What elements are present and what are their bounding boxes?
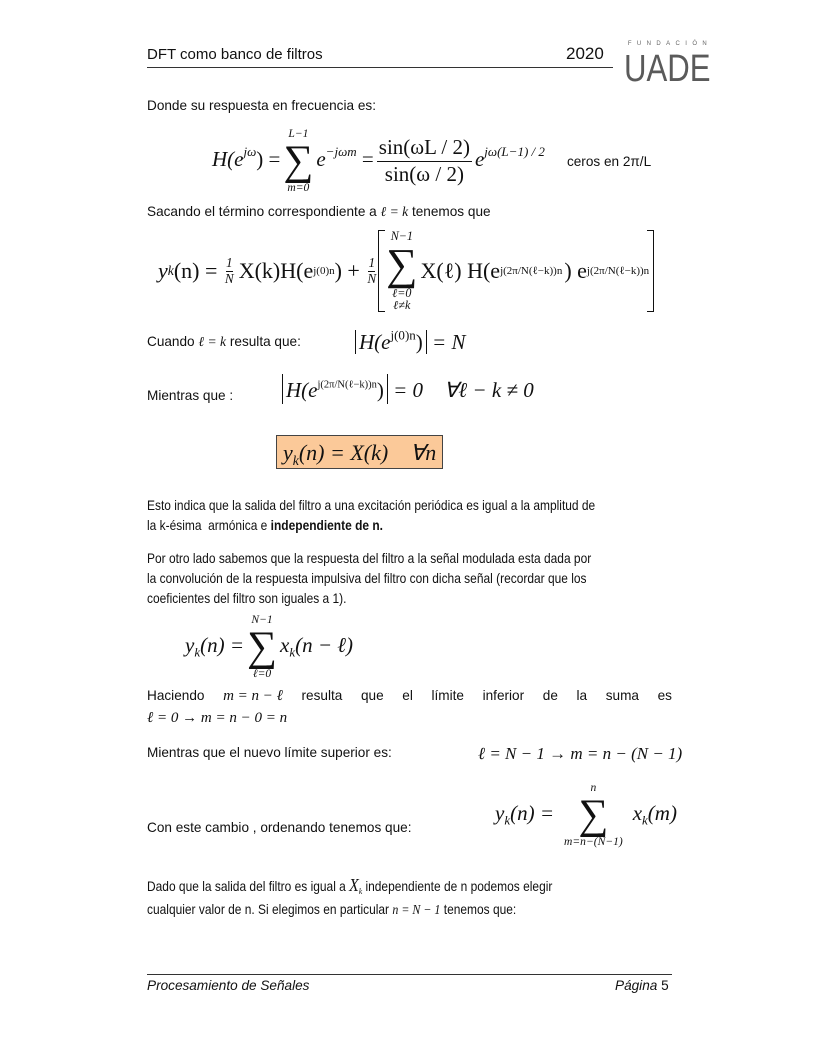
dado-line1: Dado que la salida del filtro es igual a $X_k$ independiente de n podemos elegir	[147, 875, 553, 896]
yk-expansion-formula: y k (n) = $\frac{1}{N}$ X(k)H(e j(0)n ) + $\frac{1}{N}$ N−1 ∑ ℓ=0 ℓ≠k X(ℓ) H(e j(2π/N(ℓ−k))n ) e j(2π/N(ℓ−k))n	[158, 230, 654, 312]
convolution-formula: $y_k(n)$ = N−1 ∑ ℓ=0 $x_k(n$ − ℓ)	[185, 614, 353, 681]
frequency-response-row	[212, 128, 651, 194]
header-rule	[147, 67, 613, 68]
header-year: 2020	[566, 44, 604, 63]
paragraph-periodic-line2: la k-ésima armónica e independiente de n.	[147, 518, 383, 533]
boxed-result-formula: $y_k(n) = X(k)$ ∀n	[276, 435, 443, 469]
sacando-text: Sacando el término correspondiente a ℓ = k tenemos que	[147, 204, 491, 219]
intro-text: Donde su respuesta en frecuencia es:	[147, 98, 376, 113]
header-title: DFT como banco de filtros	[147, 46, 323, 63]
footer-page: Página 5	[615, 978, 669, 993]
frequency-response-formula: $H(e^{j\omega})$ = L−1 ∑ m=0 $e^{-j\omega m}$ = $\frac{\sin(\omega L / 2)}{\sin(\omega / 2)}$ $e^{j\omega(L-1) / 2}$	[212, 128, 545, 195]
uade-logo: FUNDACIÓN UADE	[624, 41, 713, 90]
haciendo-math: ℓ = 0 → m = n − 0 = n	[147, 710, 288, 726]
footer-rule	[147, 974, 672, 975]
mientras-formula: $H(e^{j(2\pi/N(\ell-k))n}) = 0$ ∀ℓ − k ≠ 0	[282, 378, 534, 403]
paragraph-convolution-line1: Por otro lado sabemos que la respuesta del filtro a la señal modulada esta dada por	[147, 551, 592, 566]
bracket-group: N−1 ∑ ℓ=0 ℓ≠k X(ℓ) H(e j(2π/N(ℓ−k))n ) e j(2π/N(ℓ−k))n	[378, 230, 654, 312]
superior-text: Mientras que el nuevo límite superior es:	[147, 745, 392, 760]
cambio-text: Con este cambio , ordenando tenemos que:	[147, 820, 412, 835]
paragraph-convolution-line2: la convolución de la respuesta impulsiva del filtro con dicha señal (recordar que los	[147, 571, 587, 586]
footer-left: Procesamiento de Señales	[147, 978, 310, 993]
paragraph-periodic-line1: Esto indica que la salida del filtro a una excitación periódica es igual a la amplitud de	[147, 498, 596, 513]
mientras-label: Mientras que :	[147, 388, 234, 403]
superior-formula: ℓ = N − 1 → m = n − (N − 1)	[478, 744, 683, 763]
cuando-text: Cuando ℓ = k resulta que:	[147, 334, 301, 349]
reordered-sum-formula: $y_k(n)$ = n ∑ m=n−(N−1) $x_k(m)$	[495, 782, 677, 849]
cuando-formula: $H(e^{j(0)n}) = N$	[355, 327, 465, 355]
zeros-note: ceros en 2π/L	[566, 153, 652, 169]
haciendo-line: Haciendo m = n − ℓ resulta que el límite inferior de la suma es	[147, 688, 672, 704]
dado-line2: cualquier valor de n. Si elegimos en particular n = N − 1 tenemos que:	[147, 902, 517, 917]
paragraph-convolution-line3: coeficientes del filtro son iguales a 1).	[147, 591, 347, 606]
